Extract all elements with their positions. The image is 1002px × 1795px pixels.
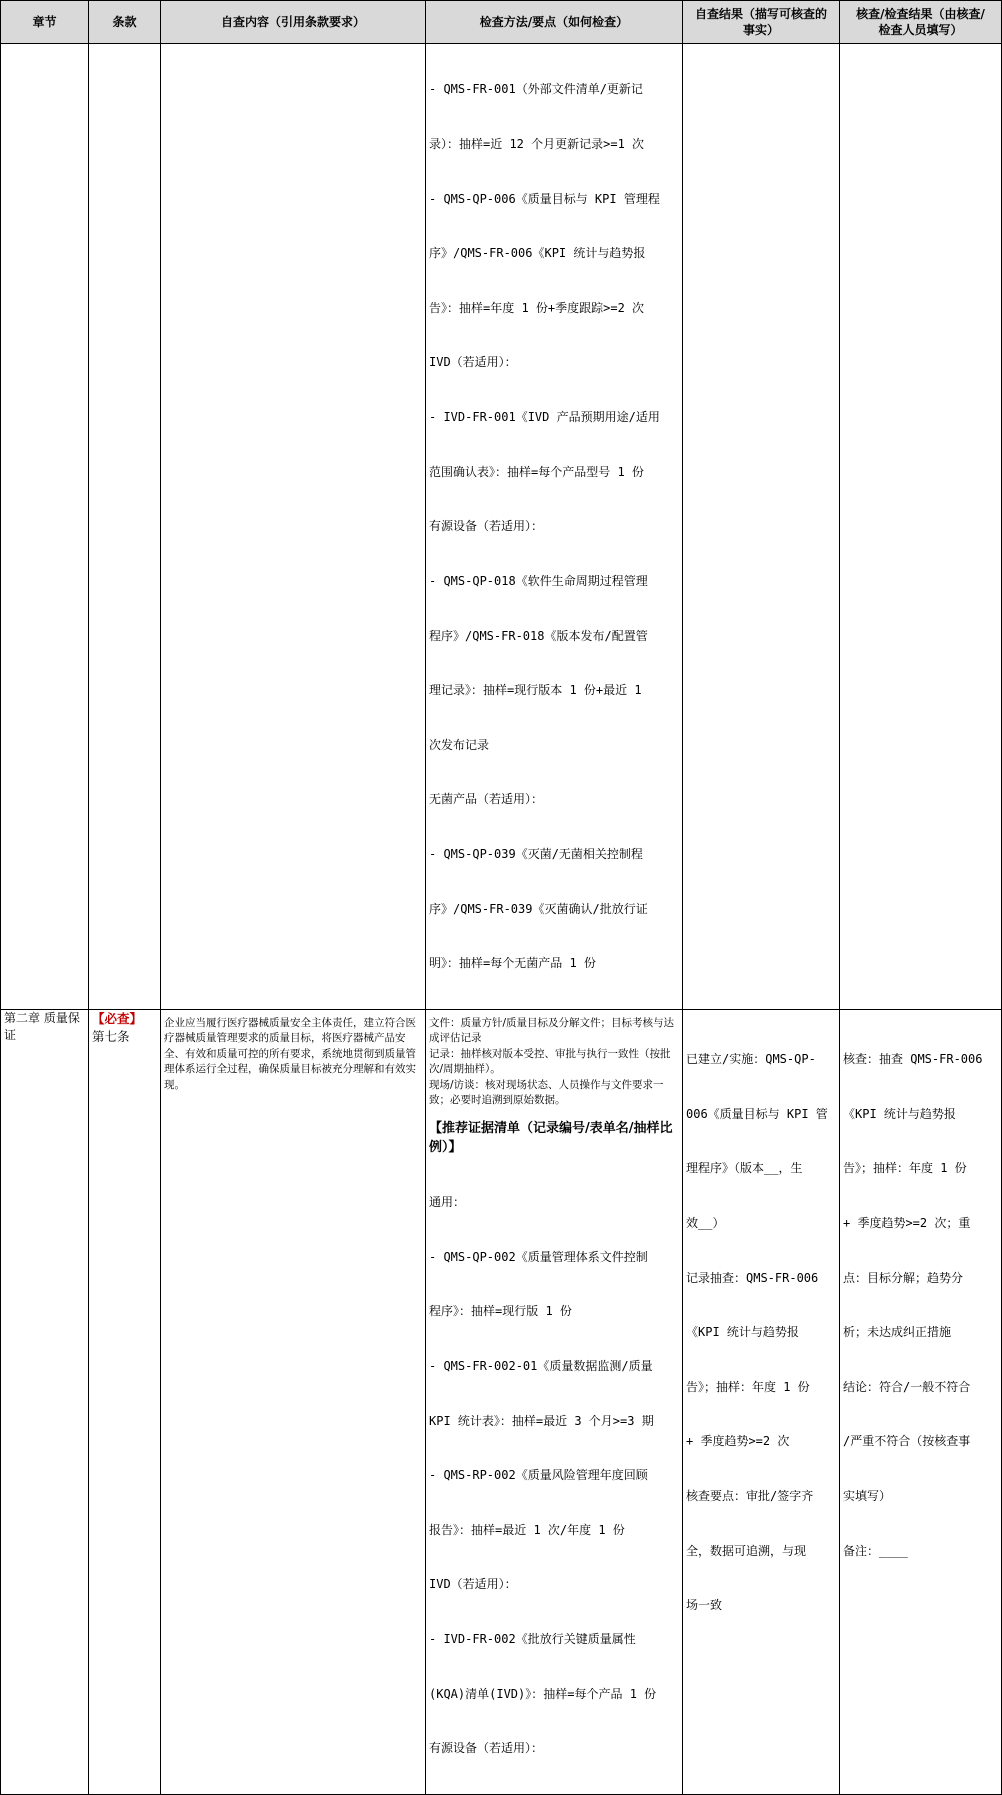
row2-content-cell <box>161 1009 426 1794</box>
method-line: - QMS-FR-001（外部文件清单/更新记 <box>429 82 643 97</box>
row2-self-result-cell <box>683 1009 840 1794</box>
header-verify-result <box>840 1 1002 44</box>
verify-result-line: + 季度趋势>=2 次；重 <box>843 1216 971 1230</box>
header-clause: 条款 <box>89 1 161 44</box>
method-line: 录）：抽样=近 12 个月更新记录>=1 次 <box>429 137 645 152</box>
method-line: - QMS-QP-039《灭菌/无菌相关控制程 <box>429 846 643 861</box>
verify-result-line: 《KPI 统计与趋势报 <box>843 1106 956 1121</box>
header-content: 自查内容（引用条款要求） <box>161 1 426 44</box>
verify-result-line: 析；未达成纠正措施 <box>843 1325 952 1340</box>
method-line: - IVD-FR-001《IVD 产品预期用途/适用 <box>429 410 660 425</box>
method-intro-line: 记录：抽样核对版本受控、审批与执行一致性（按批次/周期抽样）。 <box>429 1047 671 1076</box>
self-result-line: 核查要点：审批/签字齐 <box>686 1489 814 1504</box>
row1-method-list <box>429 44 679 1009</box>
evidence-line: - QMS-FR-002-01《质量数据监测/质量 <box>429 1359 653 1373</box>
table-header-row <box>1 1 1002 44</box>
header-verify-result-line1: 核查/检查结果（由核查/ <box>856 7 985 21</box>
self-result-line: 理程序》（版本__，生 <box>686 1161 803 1176</box>
self-result-line: 告》；抽样：年度 1 份 <box>686 1379 810 1394</box>
verify-result-line: 核查：抽查 QMS-FR-006 <box>843 1052 983 1067</box>
header-chapter: 章节 <box>1 1 89 44</box>
self-result-line: 场一致 <box>686 1598 723 1613</box>
self-result-text <box>686 1010 836 1651</box>
row1-content-cell <box>161 44 426 1010</box>
verify-result-line: 告》；抽样：年度 1 份 <box>843 1161 967 1176</box>
verify-result-line: /严重不符合（按核查事 <box>843 1434 971 1449</box>
row1-chapter-cell <box>1 44 89 1010</box>
header-self-result-line1: 自查结果（描写可核查的 <box>694 7 827 21</box>
method-line: 告》：抽样=年度 1 份+季度跟踪>=2 次 <box>429 300 645 315</box>
must-check-tag: 【必查】 <box>92 1010 143 1026</box>
row2-chapter-cell <box>1 1009 89 1794</box>
method-line: 有源设备（若适用）： <box>429 519 544 534</box>
verify-result-line: 备注：____ <box>843 1543 908 1558</box>
method-line: 次发布记录 <box>429 737 490 752</box>
table-row <box>1 1009 1002 1794</box>
method-intro <box>429 1010 679 1109</box>
method-line: 明》：抽样=每个无菌产品 1 份 <box>429 956 596 971</box>
header-method: 检查方法/要点（如何检查） <box>426 1 683 44</box>
header-self-result-line2: 事实） <box>742 23 779 37</box>
method-line: 序》/QMS-FR-039《灭菌确认/批放行证 <box>429 901 648 916</box>
verify-result-line: 结论：符合/一般不符合 <box>843 1379 971 1394</box>
row1-clause-cell <box>89 44 161 1010</box>
method-line: 序》/QMS-FR-006《KPI 统计与趋势报 <box>429 246 646 261</box>
self-result-line: 效__） <box>686 1216 725 1230</box>
evidence-line: 有源设备（若适用）： <box>429 1741 544 1756</box>
self-result-line: 《KPI 统计与趋势报 <box>686 1325 799 1340</box>
evidence-list <box>429 1157 679 1794</box>
self-result-line: 全，数据可追溯，与现 <box>686 1543 807 1558</box>
row2-method-cell <box>426 1009 683 1794</box>
requirement-text: 企业应当履行医疗器械质量安全主体责任，建立符合医疗器械质量管理要求的质量目标，将医疗器械产品安全、有效和质量可控的所有要求，系统地贯彻到质量管理体系运行全过程，确保质量目标被充分理解和有效实现。 <box>164 1016 416 1091</box>
verify-result-line: 实填写） <box>843 1489 892 1504</box>
self-result-line: + 季度趋势>=2 次 <box>686 1434 790 1449</box>
method-intro-line: 现场/访谈：核对现场状态、人员操作与文件要求一致；必要时追溯到原始数据。 <box>429 1078 664 1107</box>
evidence-heading: 【推荐证据清单（记录编号/表单名/抽样比例）】 <box>429 1120 673 1155</box>
evidence-line: IVD（若适用）： <box>429 1577 517 1592</box>
self-result-line: 已建立/实施：QMS-QP- <box>686 1052 816 1067</box>
table-row <box>1 44 1002 1010</box>
row2-verify-result-cell <box>840 1009 1002 1794</box>
evidence-line: 通用： <box>429 1195 466 1210</box>
verify-result-text <box>843 1010 998 1597</box>
evidence-line: - QMS-QP-002《质量管理体系文件控制 <box>429 1249 648 1264</box>
row1-method-cell <box>426 44 683 1010</box>
method-line: - QMS-QP-006《质量目标与 KPI 管理程 <box>429 191 660 206</box>
method-line: - QMS-QP-018《软件生命周期过程管理 <box>429 573 648 588</box>
evidence-line: - IVD-FR-002《批放行关键质量属性 <box>429 1632 636 1647</box>
self-result-line: 记录抽查：QMS-FR-006 <box>686 1270 819 1285</box>
clause-label: 第七条 <box>92 1028 130 1044</box>
row2-clause-cell <box>89 1009 161 1794</box>
evidence-line: 程序》：抽样=现行版 1 份 <box>429 1304 572 1319</box>
method-line: 无菌产品（若适用）： <box>429 792 544 807</box>
verify-result-line: 点：目标分解；趋势分 <box>843 1270 964 1285</box>
evidence-line: KPI 统计表》：抽样=最近 3 个月>=3 期 <box>429 1413 654 1428</box>
evidence-line: - QMS-RP-002《质量风险管理年度回顾 <box>429 1468 648 1483</box>
chapter-label: 第二章 质量保证 <box>4 1010 80 1042</box>
method-line: 程序》/QMS-FR-018《版本发布/配置管 <box>429 628 648 643</box>
self-result-line: 006《质量目标与 KPI 管 <box>686 1106 828 1121</box>
evidence-line: (KQA)清单(IVD)》：抽样=每个产品 1 份 <box>429 1686 657 1701</box>
method-line: 理记录》：抽样=现行版本 1 份+最近 1 <box>429 683 642 698</box>
header-self-result <box>683 1 840 44</box>
method-line: IVD（若适用）： <box>429 355 517 370</box>
header-verify-result-line2: 检查人员填写） <box>878 23 963 37</box>
method-line: 范围确认表》：抽样=每个产品型号 1 份 <box>429 464 644 479</box>
evidence-line: 报告》：抽样=最近 1 次/年度 1 份 <box>429 1522 625 1537</box>
row1-self-result-cell <box>683 44 840 1010</box>
method-intro-line: 文件：质量方针/质量目标及分解文件；目标考核与达成评估记录 <box>429 1016 675 1045</box>
row1-verify-result-cell <box>840 44 1002 1010</box>
